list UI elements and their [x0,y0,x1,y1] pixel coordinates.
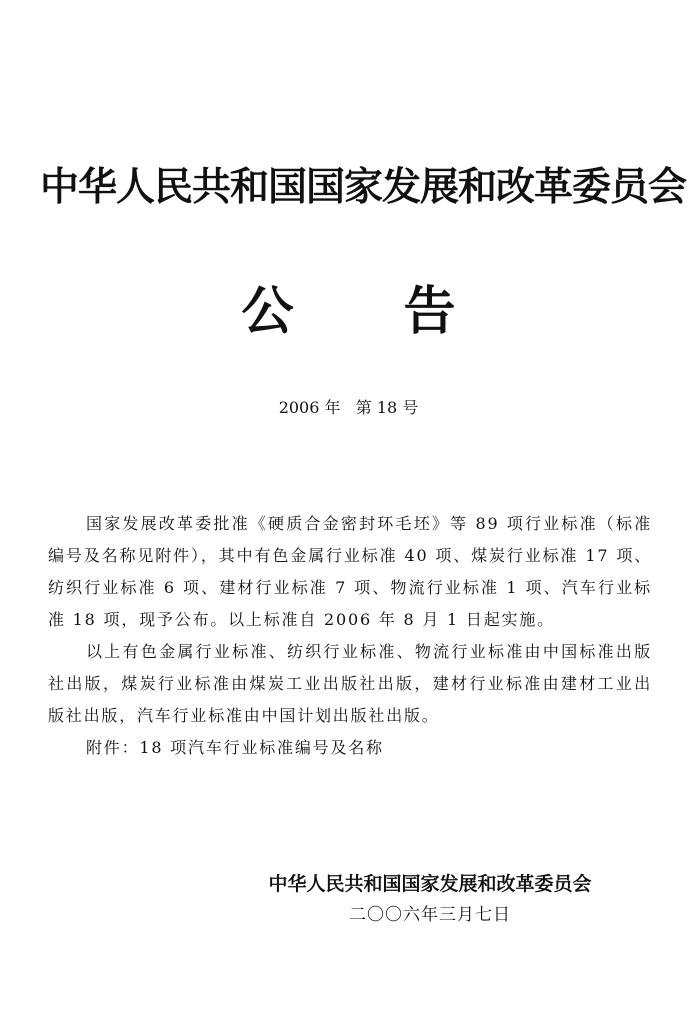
document-number: 2006 年 第 18 号 [278,398,419,417]
signature-block [240,868,620,930]
body-paragraph-approval: 国家发展改革委批准《硬质合金密封环毛坯》等 89 项行业标准（标准编号及名称见附件），其中有色金属行业标准 40 项、煤炭行业标准 17 项、纺织行业标准 6 项、建材行业标准 7 项、物流行业标准 1 项、汽车行业标准 18 项，现予公布。以上标准自 2006 年 8 月 1 日起实施。 [48,514,652,629]
issuer-title: 中华人民共和国国家发展和改革委员会 [40,165,687,210]
signature-date: 二〇〇六年三月七日 [349,905,511,925]
notice-body [48,508,652,764]
body-paragraph-publishers: 以上有色金属行业标准、纺织行业标准、物流行业标准由中国标准出版社出版，煤炭行业标准由煤炭工业出版社出版，建材行业标准由建材工业出版社出版，汽车行业标准由中国计划出版社出版。 [48,642,652,725]
notice-title: 公告 [241,282,566,342]
signature-organization: 中华人民共和国国家发展和改革委员会 [268,873,592,895]
attachment-line: 附件：18 项汽车行业标准编号及名称 [86,738,384,757]
